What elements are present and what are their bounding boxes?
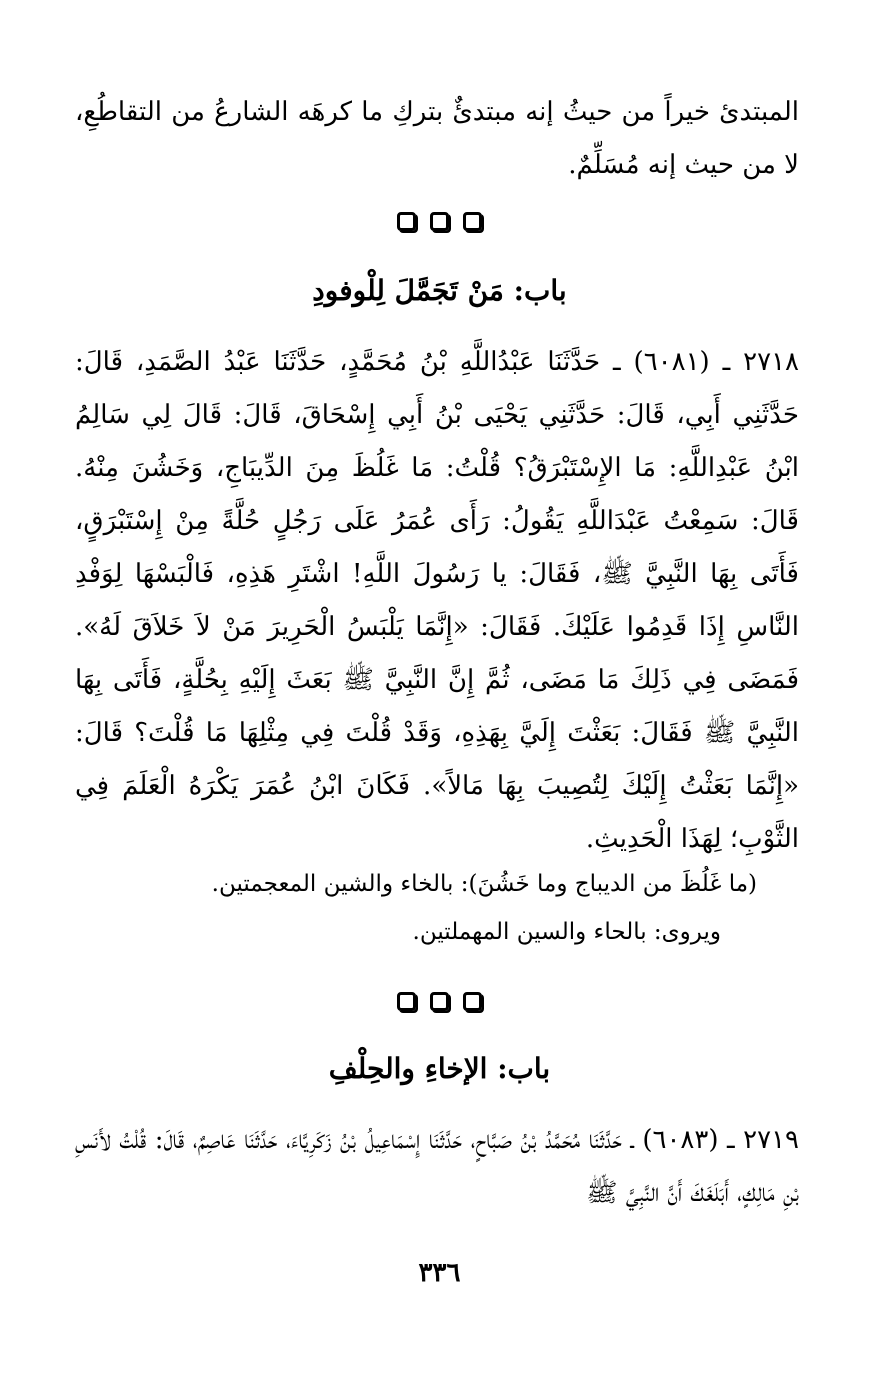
hadith-block-2 bbox=[75, 1114, 799, 1220]
hadith-block-1 bbox=[75, 336, 799, 866]
ornament-square-icon bbox=[430, 992, 449, 1011]
ornament-square-icon bbox=[397, 992, 416, 1011]
ornament-square-icon bbox=[463, 212, 482, 231]
page-number: ٣٣٦ bbox=[418, 1258, 461, 1288]
chapter-heading-2: باب: الإخاءِ والحِلْفِ bbox=[328, 1052, 551, 1085]
hadith-paragraph-2719: ٢٧١٩ ـ (٦٠٨٣) ـ حَدَّثَنَا مُحَمَّدُ بْنُ صَبَّاحٍ، حَدَّثَنَا إِسْمَاعِيلُ بْنُ زَكَرِيَّاءَ، حَدَّثَنَا عَاصِمٌ، قَالَ: قُلْتُ لأَنَسِ بْنِ مَالِكٍ، أَبَلَغَكَ أَنَّ النَّبِيَّ ﷺ bbox=[75, 1125, 799, 1208]
chapter-heading-1: باب: مَنْ تَجَمَّلَ لِلْوفودِ bbox=[312, 274, 567, 307]
explanatory-note-1: (ما غَلُظَ من الديباج وما خَشُنَ): بالخاء والشين المعجمتين. bbox=[211, 871, 757, 897]
hadith-paragraph-2718: ٢٧١٨ ـ (٦٠٨١) ـ حَدَّثَنَا عَبْدُاللَّهِ بْنُ مُحَمَّدٍ، حَدَّثَنَا عَبْدُ الصَّمَدِ، قَالَ: حَدَّثَنِي أَبِي، قَالَ: حَدَّثَنِي يَحْيَى بْنُ أَبِي إِسْحَاقَ، قَالَ: قَالَ لِي سَالِمُ ابْنُ عَبْدِاللَّهِ: مَا الإِسْتَبْرَقُ؟ قُلْتُ: مَا غَلُظَ مِنَ الدِّيبَاجِ، وَخَشُنَ مِنْهُ. قَالَ: سَمِعْتُ عَبْدَاللَّهِ يَقُولُ: رَأَى عُمَرُ عَلَى رَجُلٍ حُلَّةً مِنْ إِسْتَبْرَقٍ، فَأَتَى بِهَا النَّبِيَّ ﷺ، فَقَالَ: يا رَسُولَ اللَّهِ! اشْتَرِ هَذِهِ، فَالْبَسْهَا لِوَفْدِ النَّاسِ إِذَا قَدِمُوا عَلَيْكَ. فَقَالَ: «إِنَّمَا يَلْبَسُ الْحَرِيرَ مَنْ لاَ خَلاَقَ لَهُ». فَمَضَى فِي ذَلِكَ مَا مَضَى، ثُمَّ إِنَّ النَّبِيَّ ﷺ بَعَثَ إِلَيْهِ بِحُلَّةٍ، فَأَتَى بِهَا النَّبِيَّ ﷺ فَقَالَ: بَعَثْتَ إِلَيَّ بِهَذِهِ، وَقَدْ قُلْتَ فِي مِثْلِهَا مَا قُلْتَ؟ قَالَ: «إِنَّمَا بَعَثْتُ إِلَيْكَ لِتُصِيبَ بِهَا مَالاً». فَكَانَ ابْنُ عُمَرَ يَكْرَهُ الْعَلَمَ فِي الثَّوْبِ؛ لِهَذَا الْحَدِيثِ. bbox=[75, 347, 799, 854]
explanatory-note-2: ويروى: بالحاء والسين المهملتين. bbox=[412, 919, 721, 945]
intro-paragraph: المبتدئ خيراً من حيثُ إنه مبتدئٌ بتركِ ما كرهَه الشارعُ من التقاطُعِ، لا من حيث إنه مُسَلِّمٌ. bbox=[75, 97, 799, 180]
ornament-square-icon bbox=[430, 212, 449, 231]
notes-block bbox=[75, 860, 799, 956]
intro-block bbox=[75, 86, 799, 192]
ornament-square-icon bbox=[463, 992, 482, 1011]
section-separator-1 bbox=[0, 212, 879, 231]
section-separator-2 bbox=[0, 992, 879, 1011]
ornament-square-icon bbox=[397, 212, 416, 231]
